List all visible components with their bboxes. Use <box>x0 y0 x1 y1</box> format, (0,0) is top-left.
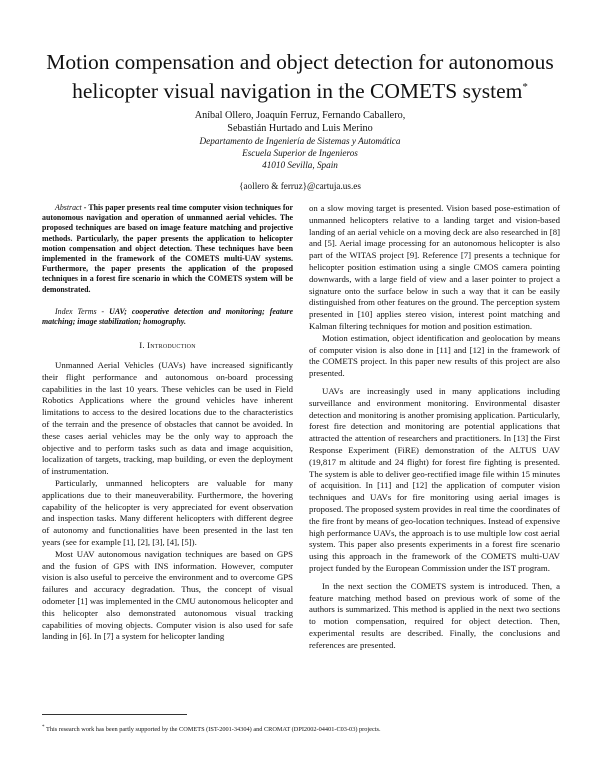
paper-title-text: Motion compensation and object detection for autonomous helicopter visual navigation in the COMETS system <box>46 50 554 104</box>
left-column <box>42 203 293 643</box>
index-terms-body: - UAV; cooperative detection and monitoring; feature matching; image stabilization; homography. <box>42 306 293 327</box>
abstract-body: - This paper presents real time computer vision techniques for autonomous navigation and operation of unmanned aerial vehicles. The proposed techniques are based on image feature matching and projective methods. Particularly, the paper presents the application to helicopter motion compensation and object detection. These techniques have been implemented in the framework of the COMETS multi-UAV systems. Furthermore, the paper presents the application of the proposed techniques in a forest fire scenario in which the COMETS system will be demonstrated. <box>42 203 293 294</box>
title-footnote-mark: * <box>522 81 528 93</box>
footnote <box>42 724 562 734</box>
affiliation <box>20 135 580 171</box>
paragraph: In the next section the COMETS system is introduced. Then, a feature matching method based on previous work of some of the authors is summarized. This method is applied in the next two sections to motion compensation, required for object detection. Then, experimental results are described. Finally, the conclusions and references are presented. <box>309 580 560 650</box>
footnote-text: This research work has been partly supported by the COMETS (IST-2001-34304) and CROMAT (DPI2002-04401-C03-03) projects. <box>45 726 381 734</box>
paper-title <box>20 50 580 104</box>
author-line-1: Aníbal Ollero, Joaquín Ferruz, Fernando Caballero, <box>194 110 406 121</box>
right-column <box>309 203 560 651</box>
footnote-mark: * <box>42 725 45 730</box>
affiliation-city: 41010 Sevilla, Spain <box>262 160 338 170</box>
affiliation-school: Escuela Superior de Ingenieros <box>242 148 358 158</box>
index-terms-lead: Index Terms <box>55 306 97 316</box>
index-terms <box>42 307 293 327</box>
author-line-2: Sebastián Hurtado and Luis Merino <box>227 123 373 134</box>
paragraph: Most UAV autonomous navigation techniques are based on GPS and the fusion of GPS with INS information. However, computer vision is also useful to perceive the environment and to overcome GPS failures and accuracy degradation. Thus, the concept of visual odometer [1] was implemented in the CMU autonomous helicopter and this helicopter also demonstrated autonomous visual tracking capabilities of moving objects. Computer vision is also used for safe landing in [6]. In [7] a system for helicopter landing <box>42 548 293 642</box>
affiliation-department: Departamento de Ingeniería de Sistemas y Automática <box>199 136 401 146</box>
paragraph: on a slow moving target is presented. Vision based pose-estimation of unmanned helicopters relative to a landing target and vision-based landing of an aerial vehicle on a moving deck are also researched in [8] and [5]. Aerial image processing for an autonomous helicopter is also part of the WITAS project [9]. Reference [7] presents a technique for helicopter position estimation using a single CMOS camera pointing downwards, with a large field of view and a laser pointer to project a signature onto the surface below in such a way that it can be easily distinguished from other features on the ground. The perception system presented in [10] applies stereo vision, interest point matching and Kalman filtering techniques for motion and position estimation. <box>309 203 560 331</box>
paragraph: UAVs are increasingly used in many applications including surveillance and environment monitoring. Environmental disaster detection and monitoring is another promising application. Particularly, forest fire detection and monitoring are potential applications that attracted the attention of researchers and practitioners. In [13] the First Response Experiment (FiRE) demonstration of the ALTUS UAV (19,817 m altitude and 24 flight) for forest fire fighting is presented. The system is able to deliver geo-rectified image file within 15 minutes of acquisition. In [11] and [12] the application of computer vision techniques and UAVs for fire monitoring using aerial images is proposed. The proposed system provides in real time the coordinates of the fire front by means of geo-location techniques. Instead of expensive high performance UAVs, the approach is to use multiple low cost aerial system. This paper also presents experiments in a forest fire scenario using this approach in the framework of the COMETS multi-UAV project funded by the European Commission under the IST program. <box>309 385 560 573</box>
abstract-lead: Abstract <box>55 203 82 212</box>
paragraph: Particularly, unmanned helicopters are valuable for many applications due to their maneuverability. Furthermore, the hovering capability of the helicopter is very appreciated for event observation and inspection tasks. Many different helicopters with different degree of autonomy and functionalities have been presented in the last ten years (see for example [1], [2], [3], [4], [5]). <box>42 478 293 547</box>
abstract <box>42 203 293 295</box>
paragraph: Unmanned Aerial Vehicles (UAVs) have increased significantly their flight performance and autonomous on-board processing capabilities in the last 10 years. These vehicles can be used in Field Robotics Applications where the ground vehicles have inherent limitations to access to the desired locations due to the characteristics of the terrain and the presence of obstacles that cannot be avoided. In these cases aerial vehicles may be the only way to approach the objective and to perform tasks such as data and image acquisition, localization of targets, tracking, map building, or even the deployment of instrumentation. <box>42 360 293 477</box>
section-heading-introduction: I. Introduction <box>139 340 196 351</box>
author-list <box>20 109 580 135</box>
paragraph: Motion estimation, object identification and geolocation by means of computer vision is also done in [11] and [12] in the framework of the COMETS project. In this paper new results of this project are also presented. <box>309 332 560 379</box>
author-email: {aollero & ferruz}@cartuja.us.es <box>239 181 361 191</box>
footnote-rule <box>42 714 187 715</box>
